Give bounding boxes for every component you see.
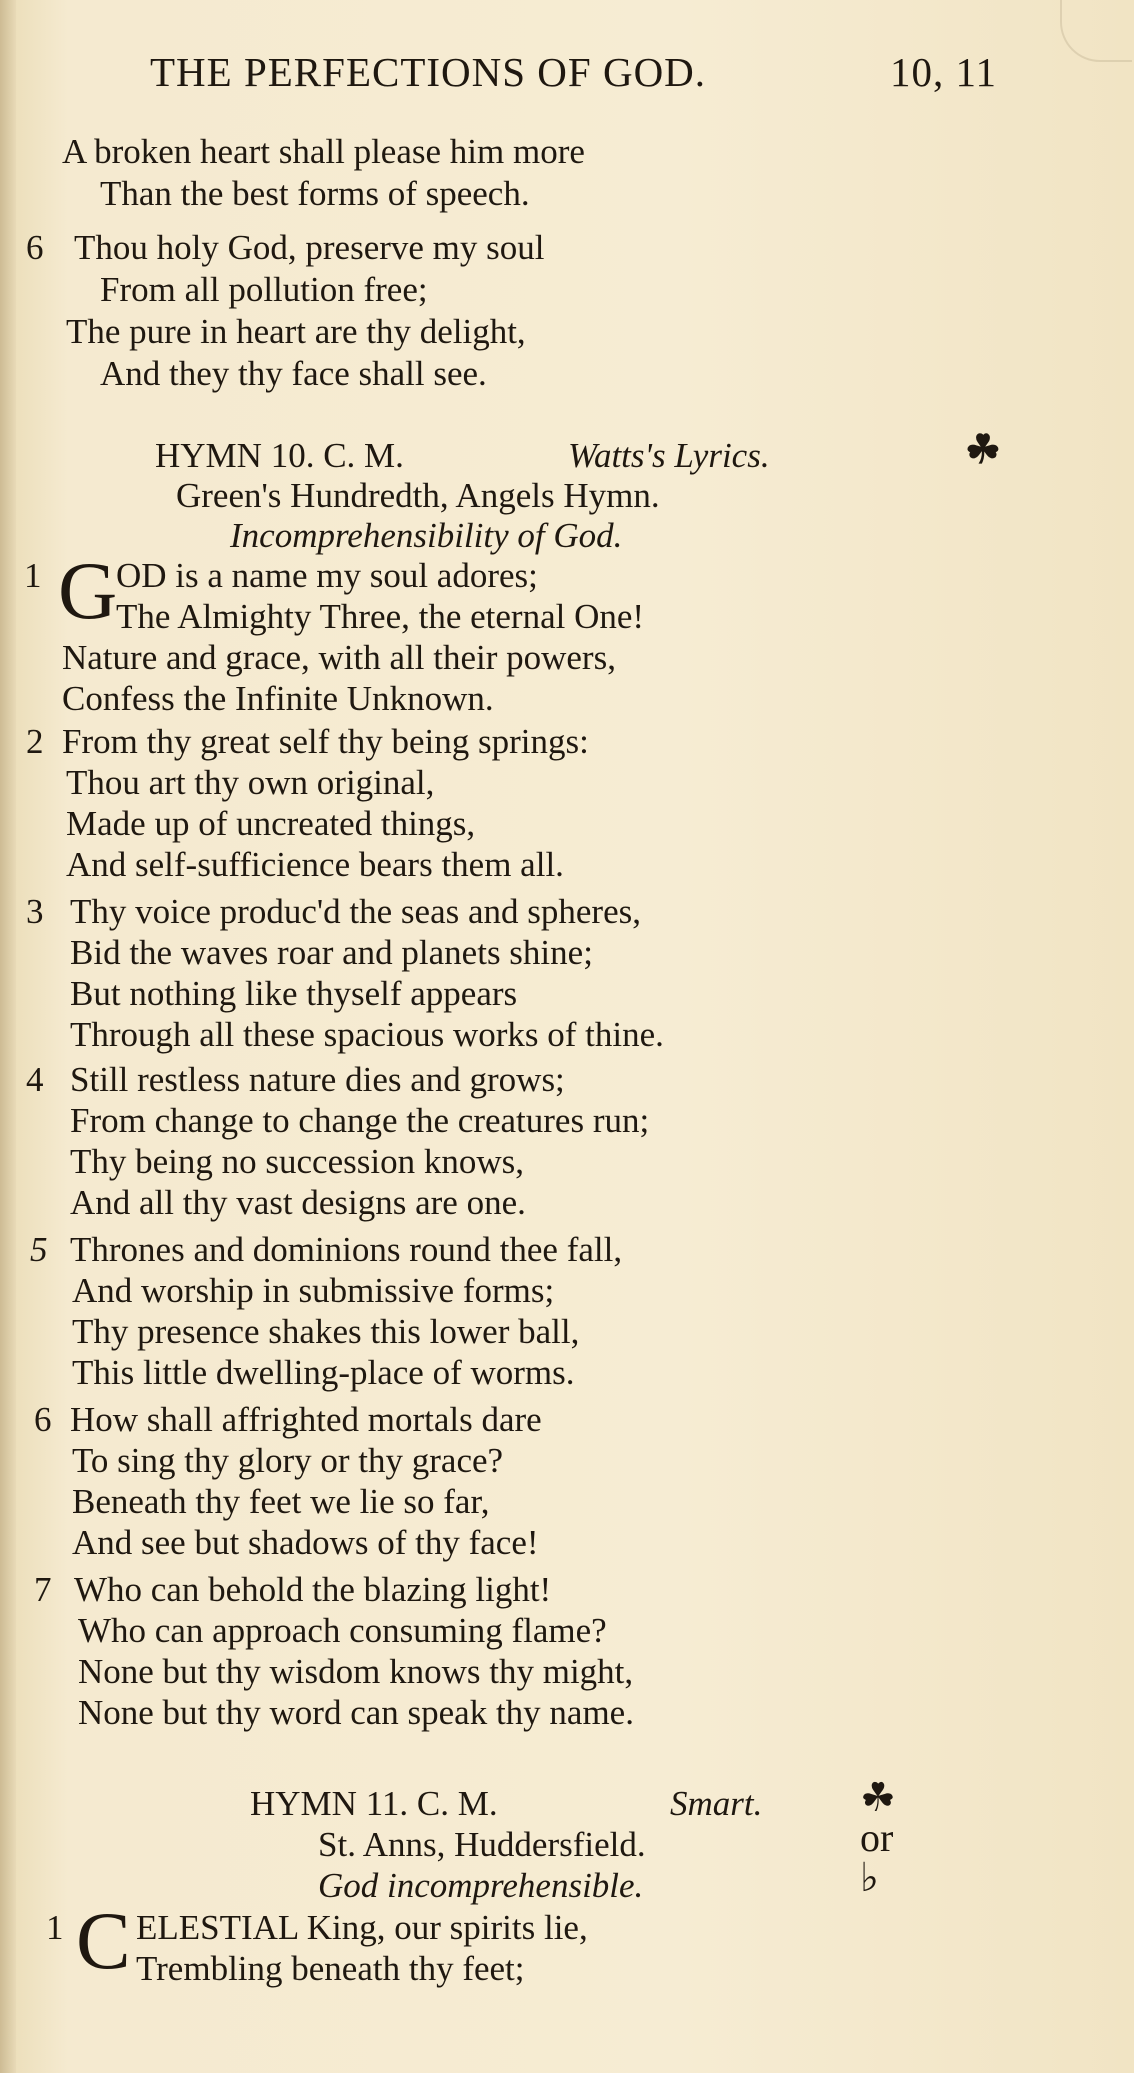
page-corner-fold (1060, 0, 1132, 62)
page-numbers: 10, 11 (890, 49, 997, 95)
hymn-tunes: St. Anns, Huddersfield. (318, 1825, 646, 1864)
stanza-number: 6 (34, 1400, 52, 1439)
hymn-source: Smart. (670, 1784, 763, 1823)
verse-line: Who can behold the blazing light! (74, 1570, 552, 1609)
drop-capital: G (58, 545, 118, 636)
verse-line: Made up of uncreated things, (66, 804, 476, 843)
stanza-number: 1 (24, 556, 42, 595)
hymn-heading: HYMN 11. C. M. (250, 1784, 498, 1823)
verse-line: Thou holy God, preserve my soul (74, 228, 545, 267)
verse-line: And see but shadows of thy face! (72, 1523, 539, 1562)
verse-line: Confess the Infinite Unknown. (62, 679, 494, 718)
hymn-tunes: Green's Hundredth, Angels Hymn. (176, 476, 660, 515)
verse-line: None but thy wisdom knows thy might, (78, 1652, 634, 1691)
hymn-subject: God incomprehensible. (318, 1866, 644, 1905)
verse-line: Bid the waves roar and planets shine; (70, 933, 593, 972)
verse-line: And all thy vast designs are one. (70, 1183, 526, 1222)
running-head-title: THE PERFECTIONS OF GOD. (150, 49, 707, 95)
verse-line: But nothing like thyself appears (70, 974, 518, 1013)
drop-capital: C (76, 1895, 131, 1986)
verse-line: None but thy word can speak thy name. (78, 1693, 634, 1732)
hymn-source: Watts's Lyrics. (568, 436, 770, 475)
verse-line: From all pollution free; (100, 270, 428, 309)
verse-line: A broken heart shall please him more (62, 132, 585, 171)
verse-line: And self-sufficience bears them all. (66, 845, 564, 884)
verse-line: From thy great self thy being springs: (62, 722, 589, 761)
verse-line: Who can approach consuming flame? (78, 1611, 607, 1650)
stanza-number: 6 (26, 228, 44, 267)
verse-line: From change to change the creatures run; (70, 1101, 650, 1140)
verse-line: Thy voice produc'd the seas and spheres, (70, 892, 641, 931)
stanza-number: 3 (26, 892, 44, 931)
verse-line: Still restless nature dies and grows; (70, 1060, 565, 1099)
verse-line: To sing thy glory or thy grace? (72, 1441, 504, 1480)
fleuron-flat-icon: ☘ or ♭ (860, 1775, 896, 1900)
verse-line: OD is a name my soul adores; (116, 556, 538, 595)
verse-line: How shall affrighted mortals dare (70, 1400, 542, 1439)
verse-line: Thrones and dominions round thee fall, (70, 1230, 623, 1269)
verse-line: Thou art thy own original, (66, 763, 435, 802)
stanza-number: 1 (46, 1908, 64, 1947)
verse-line: Thy presence shakes this lower ball, (72, 1312, 580, 1351)
verse-line: This little dwelling-place of worms. (72, 1353, 575, 1392)
stanza-number: 5 (30, 1230, 48, 1269)
verse-line: The pure in heart are thy delight, (66, 312, 526, 351)
verse-line: Thy being no succession knows, (70, 1142, 524, 1181)
hymn-subject: Incomprehensibility of God. (230, 516, 623, 555)
verse-line: Than the best forms of speech. (100, 174, 530, 213)
page-gutter (0, 0, 16, 2073)
verse-line: And worship in submissive forms; (72, 1271, 555, 1310)
stanza-number: 7 (34, 1570, 52, 1609)
hymn-heading: HYMN 10. C. M. (155, 436, 404, 475)
stanza-number: 4 (26, 1060, 44, 1099)
verse-line: And they thy face shall see. (100, 354, 487, 393)
fleuron-icon: ☘ (965, 427, 1001, 472)
verse-line: Beneath thy feet we lie so far, (72, 1482, 490, 1521)
verse-line: ELESTIAL King, our spirits lie, (136, 1908, 588, 1947)
stanza-number: 2 (26, 722, 44, 761)
verse-line: Trembling beneath thy feet; (136, 1949, 525, 1988)
verse-line: Nature and grace, with all their powers, (62, 638, 616, 677)
verse-line: Through all these spacious works of thine. (70, 1015, 664, 1054)
verse-line: The Almighty Three, the eternal One! (116, 597, 645, 636)
